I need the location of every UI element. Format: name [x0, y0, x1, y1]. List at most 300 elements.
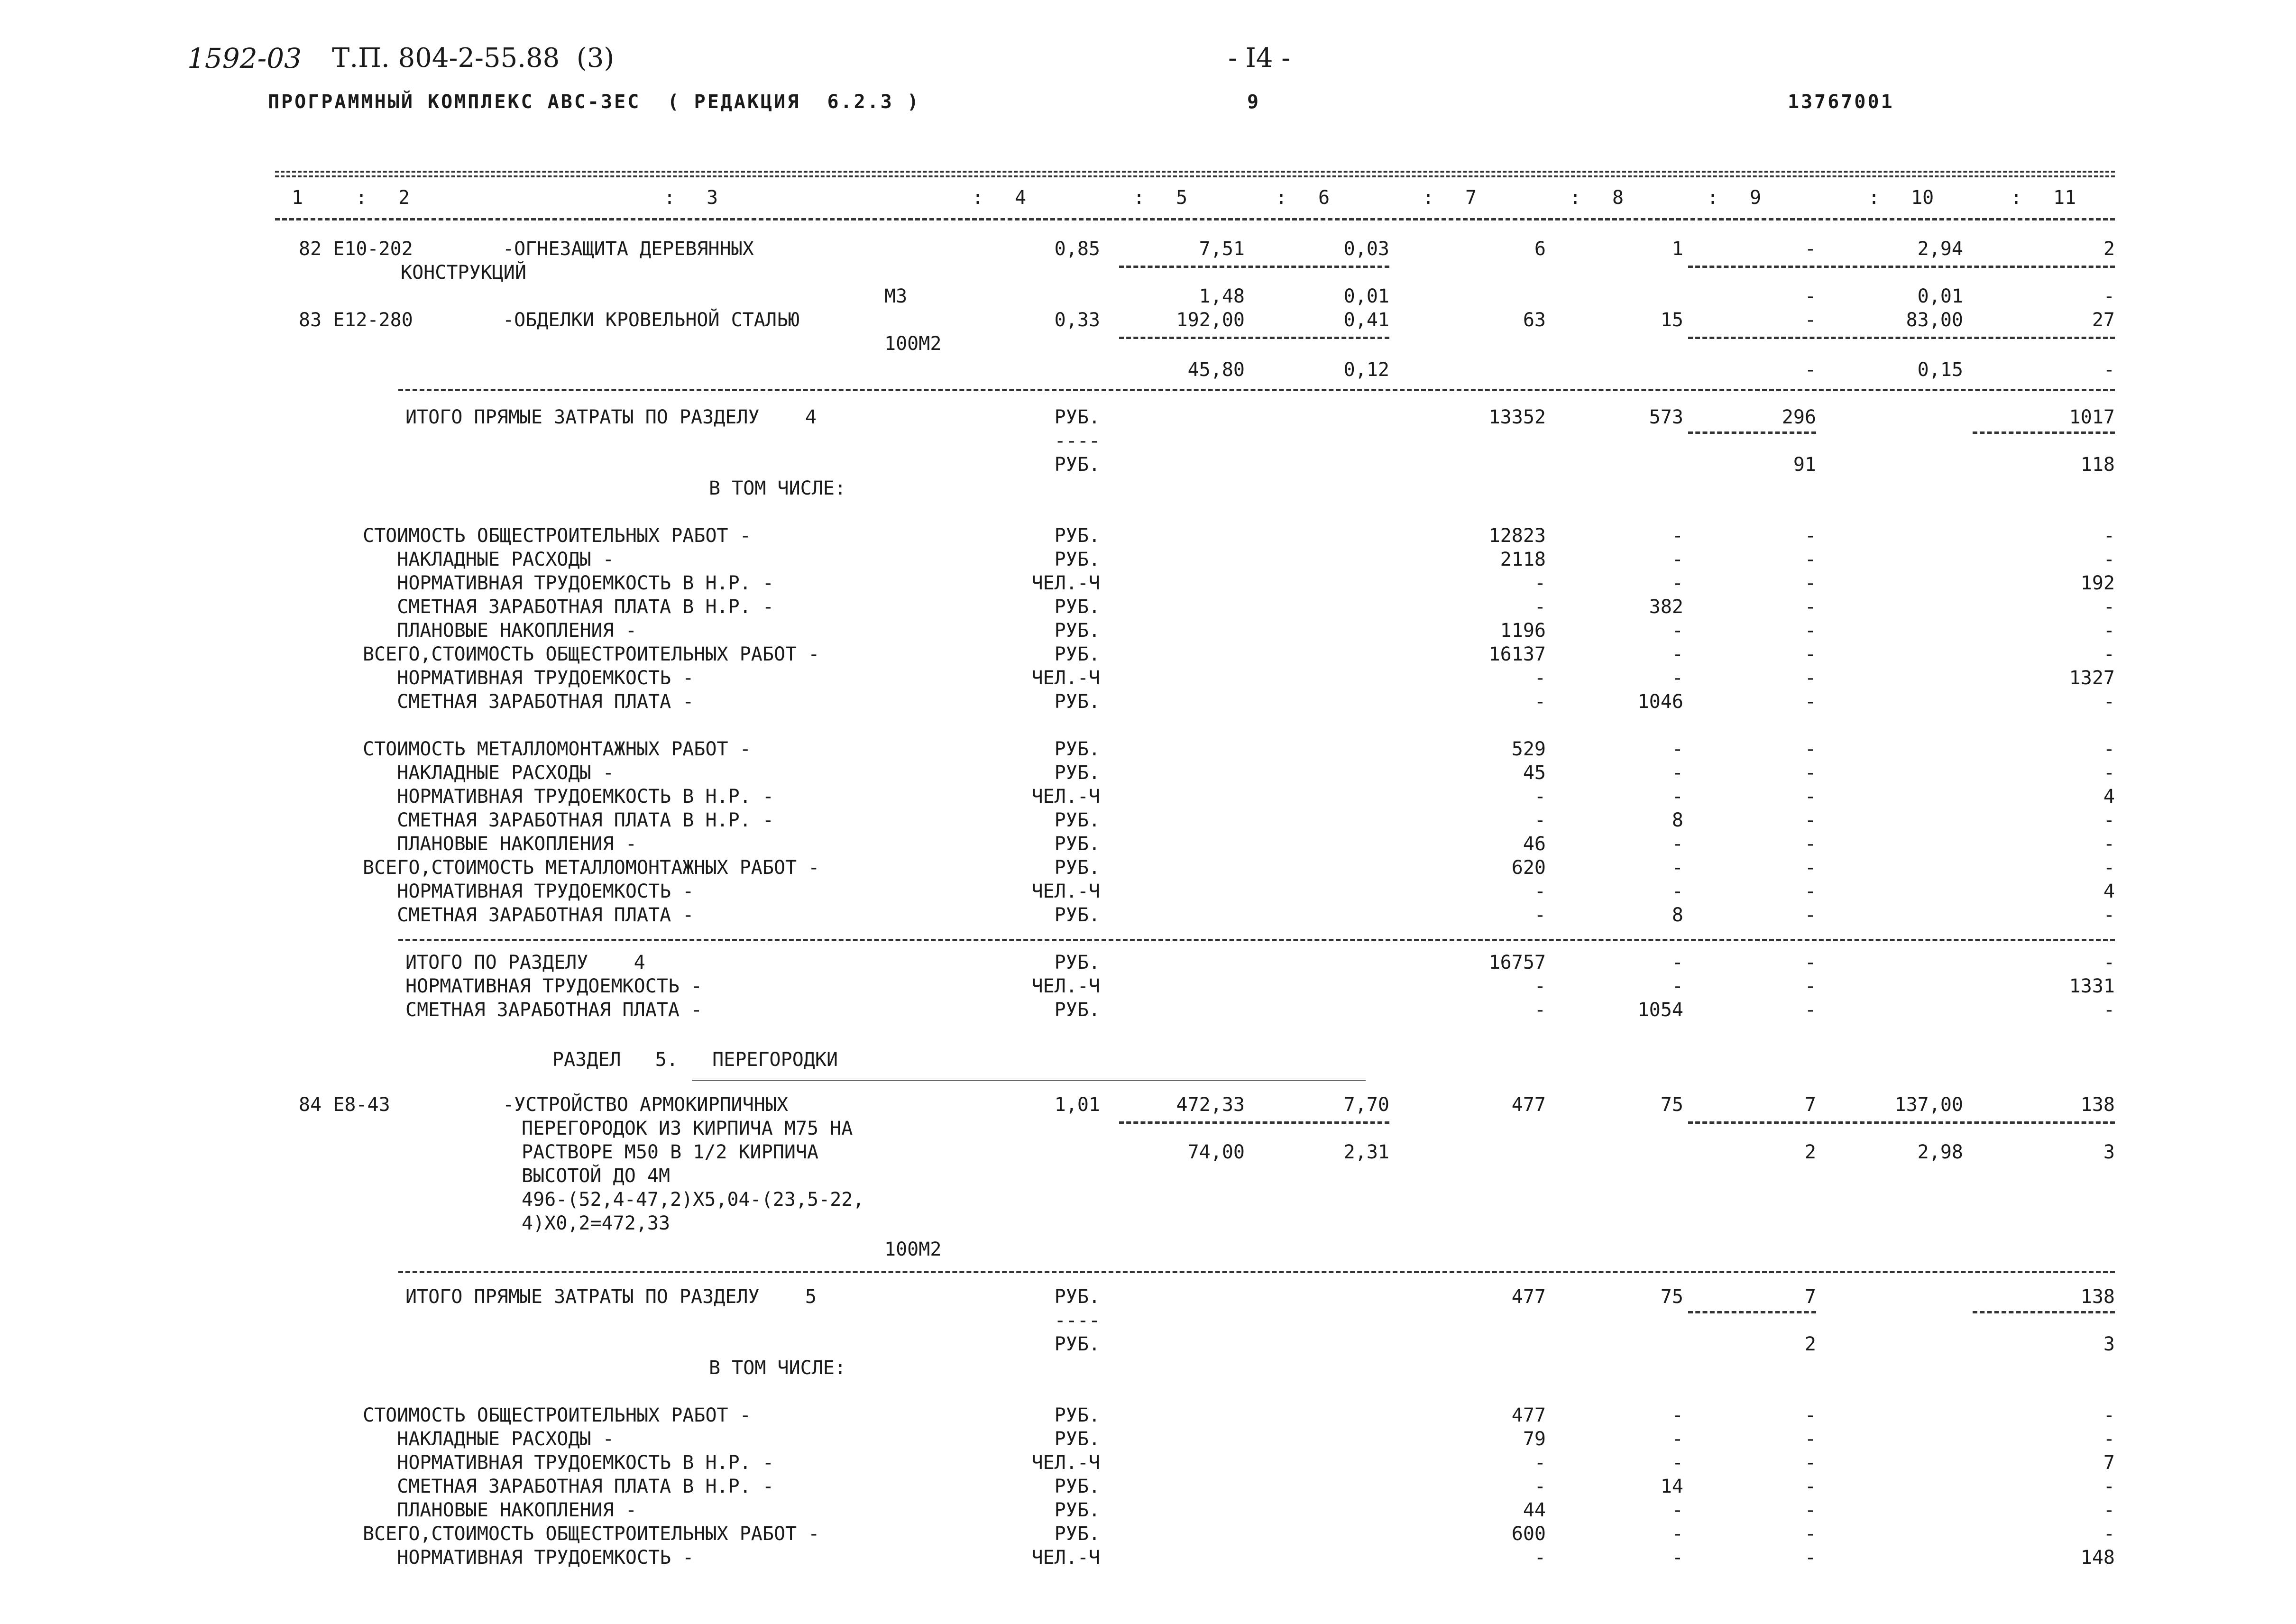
cell-col-4: РУБ.	[1054, 1404, 1100, 1426]
cell-col-8: -	[1671, 857, 1683, 879]
cell-col-11: -	[2103, 904, 2115, 926]
cell-col-8: -	[1671, 525, 1683, 547]
cell-col-4: РУБ.	[1054, 738, 1100, 760]
cell-col-11: -	[2103, 809, 2115, 831]
table-row	[0, 1140, 2296, 1164]
cell-col-3: НОРМАТИВНАЯ ТРУДОЕМКОСТЬ В Н.Р. -	[363, 1452, 774, 1474]
table-row	[0, 1238, 2296, 1261]
cell-col-8: 1	[1671, 238, 1683, 260]
cell-col-4: РУБ.	[1054, 643, 1100, 665]
cell-col-11: -	[2103, 999, 2115, 1021]
table-row	[0, 571, 2296, 595]
table-row	[0, 642, 2296, 666]
cell-col-7: -	[1534, 786, 1546, 807]
column-separator: :	[972, 187, 984, 209]
cell-col-8: -	[1671, 667, 1683, 689]
cell-col-3: ПЛАНОВЫЕ НАКОПЛЕНИЯ -	[363, 620, 637, 642]
table-row	[0, 1188, 2296, 1211]
table-row	[0, 856, 2296, 880]
cell-col-7: -	[1534, 975, 1546, 997]
column-number: 1	[292, 187, 303, 209]
cell-col-7: 44	[1523, 1499, 1546, 1521]
cell-col-9: 296	[1782, 406, 1816, 428]
cell-col-3: НОРМАТИВНАЯ ТРУДОЕМКОСТЬ В Н.Р. -	[363, 572, 774, 594]
column-separator: :	[1868, 187, 1880, 209]
cell-col-11: -	[2103, 525, 2115, 547]
cell-col-11: -	[2103, 1476, 2115, 1497]
cell-col-11: 148	[2080, 1547, 2115, 1569]
cell-col-8: 14	[1660, 1476, 1683, 1497]
program-line: ПРОГРАММНЫЙ КОМПЛЕКС АВС-3ЕС ( РЕДАКЦИЯ 6.2.3 )	[268, 91, 921, 113]
table-row	[0, 1522, 2296, 1546]
table-row	[0, 453, 2296, 477]
cell-col-4: РУБ.	[1054, 454, 1100, 476]
cell-col-3: 496-(52,4-47,2)Х5,04-(23,5-22,	[522, 1189, 864, 1211]
cell-col-11: 138	[2080, 1286, 2115, 1308]
cell-col-7: -	[1534, 572, 1546, 594]
table-row	[0, 832, 2296, 856]
cell-col-3: 100М2	[884, 333, 942, 355]
table-row	[0, 1404, 2296, 1427]
cell-col-3: М3	[884, 285, 908, 307]
cell-col-3: НАКЛАДНЫЕ РАСХОДЫ -	[363, 549, 614, 570]
cell-col-9: -	[1804, 975, 1816, 997]
cell-col-9: -	[1804, 738, 1816, 760]
cell-col-6: 0,12	[1343, 359, 1389, 381]
cell-col-8: 8	[1671, 809, 1683, 831]
cell-col-7: -	[1534, 596, 1546, 618]
table-row	[0, 1093, 2296, 1117]
cell-col-11: -	[2103, 549, 2115, 570]
cell-col-3: ВСЕГО,СТОИМОСТЬ ОБЩЕСТРОИТЕЛЬНЫХ РАБОТ -	[363, 643, 820, 665]
cell-col-4: ----	[1054, 430, 1100, 452]
cell-col-3: ВСЕГО,СТОИМОСТЬ ОБЩЕСТРОИТЕЛЬНЫХ РАБОТ -	[363, 1523, 820, 1545]
cell-col-11: -	[2103, 691, 2115, 713]
sheet-number: 9	[1247, 91, 1261, 113]
cell-col-3: 100М2	[884, 1239, 942, 1260]
cell-col-9: -	[1804, 1547, 1816, 1569]
cell-col-11: 2	[2103, 238, 2115, 260]
table-row	[0, 880, 2296, 903]
table-row	[0, 666, 2296, 690]
column-number: 9	[1750, 187, 1762, 209]
cell-col-9: -	[1804, 952, 1816, 973]
table-row	[0, 595, 2296, 619]
table-row	[0, 1475, 2296, 1498]
cell-col-8: 573	[1649, 406, 1683, 428]
table-row	[0, 690, 2296, 714]
cell-col-9: 2	[1804, 1333, 1816, 1355]
cell-col-11: -	[2103, 952, 2115, 973]
cell-col-9: -	[1804, 643, 1816, 665]
cell-col-9: 2	[1804, 1141, 1816, 1163]
column-separator: :	[356, 187, 367, 209]
cell-col-8: -	[1671, 738, 1683, 760]
cell-col-8: 15	[1660, 309, 1683, 331]
cell-col-1: 82 E10-202	[299, 238, 413, 260]
table-row	[0, 1356, 2296, 1380]
cell-col-3: НОРМАТИВНАЯ ТРУДОЕМКОСТЬ В Н.Р. -	[363, 786, 774, 807]
cell-col-11: -	[2103, 857, 2115, 879]
table-row	[0, 785, 2296, 808]
column-number: 6	[1318, 187, 1330, 209]
handwritten-code: 1592-03	[187, 42, 302, 74]
table-row	[0, 1164, 2296, 1188]
table-row	[0, 737, 2296, 761]
cell-col-6: 0,41	[1343, 309, 1389, 331]
column-separator: :	[1276, 187, 1287, 209]
table-row	[0, 1427, 2296, 1451]
cell-col-4: РУБ.	[1054, 809, 1100, 831]
cell-col-7: 477	[1511, 1094, 1546, 1116]
cell-col-9: -	[1804, 786, 1816, 807]
cell-col-7: 600	[1511, 1523, 1546, 1545]
cell-col-9: -	[1804, 857, 1816, 879]
cell-col-11: -	[2103, 762, 2115, 784]
cell-col-8: -	[1671, 952, 1683, 973]
table-row	[0, 308, 2296, 332]
cell-col-3: -ОГНЕЗАЩИТА ДЕРЕВЯННЫХ	[503, 238, 754, 260]
cell-col-9: 7	[1804, 1286, 1816, 1308]
cell-col-8: 382	[1649, 596, 1683, 618]
cell-col-3: В ТОМ ЧИСЛЕ:	[709, 477, 846, 499]
cell-col-8: -	[1671, 1452, 1683, 1474]
cell-col-3: СМЕТНАЯ ЗАРАБОТНАЯ ПЛАТА -	[363, 691, 694, 713]
cell-col-7: 16137	[1488, 643, 1546, 665]
cell-col-11: 1017	[2069, 406, 2115, 428]
cell-col-7: -	[1534, 999, 1546, 1021]
table-row	[0, 1332, 2296, 1356]
column-number: 7	[1465, 187, 1477, 209]
cell-col-4: 1,01	[1054, 1094, 1100, 1116]
section-rule	[398, 1271, 2115, 1273]
cell-col-7: 529	[1511, 738, 1546, 760]
cell-col-7: -	[1534, 691, 1546, 713]
column-number: 3	[707, 187, 718, 209]
cell-col-7: -	[1534, 904, 1546, 926]
cell-col-9: -	[1804, 285, 1816, 307]
cell-col-9: -	[1804, 1523, 1816, 1545]
cell-col-4: РУБ.	[1054, 549, 1100, 570]
cell-col-11: 27	[2092, 309, 2115, 331]
cell-col-3: ИТОГО ПРЯМЫЕ ЗАТРАТЫ ПО РАЗДЕЛУ 4	[405, 406, 817, 428]
cell-col-11: 1331	[2069, 975, 2115, 997]
table-row	[0, 951, 2296, 974]
cell-col-8: 75	[1660, 1286, 1683, 1308]
column-separator: :	[664, 187, 676, 209]
cell-col-9: -	[1804, 309, 1816, 331]
cell-col-5: 192,00	[1176, 309, 1245, 331]
cell-col-9: -	[1804, 596, 1816, 618]
cell-col-9: -	[1804, 1499, 1816, 1521]
cell-col-11: -	[2103, 285, 2115, 307]
cell-col-9: -	[1804, 1476, 1816, 1497]
cell-col-3: РАЗДЕЛ 5. ПЕРЕГОРОДКИ	[552, 1049, 838, 1071]
cell-col-3: НОРМАТИВНАЯ ТРУДОЕМКОСТЬ -	[405, 975, 703, 997]
cell-col-9: -	[1804, 1404, 1816, 1426]
cell-col-9: -	[1804, 359, 1816, 381]
cell-col-11: 1327	[2069, 667, 2115, 689]
cell-col-4: РУБ.	[1054, 1333, 1100, 1355]
header-rule	[275, 218, 2115, 220]
cell-col-9: -	[1804, 762, 1816, 784]
cell-col-5: 472,33	[1176, 1094, 1245, 1116]
cell-col-4: РУБ.	[1054, 952, 1100, 973]
cell-col-3: В ТОМ ЧИСЛЕ:	[709, 1357, 846, 1379]
table-row	[0, 619, 2296, 642]
cell-col-1: 84 E8-43	[299, 1094, 390, 1116]
column-number: 11	[2053, 187, 2076, 209]
cell-col-3: ИТОГО ПО РАЗДЕЛУ 4	[405, 952, 645, 973]
cell-col-8: 75	[1660, 1094, 1683, 1116]
cell-col-3: КОНСТРУКЦИЙ	[401, 262, 526, 284]
cell-col-4: РУБ.	[1054, 596, 1100, 618]
cell-col-8: -	[1671, 620, 1683, 642]
cell-col-7: -	[1534, 881, 1546, 902]
cell-col-3: СТОИМОСТЬ ОБЩЕСТРОИТЕЛЬНЫХ РАБОТ -	[363, 525, 751, 547]
column-separator: :	[2011, 187, 2022, 209]
cell-col-8: -	[1671, 762, 1683, 784]
section-rule	[398, 389, 2115, 391]
cell-col-7: 12823	[1488, 525, 1546, 547]
cell-col-7: 620	[1511, 857, 1546, 879]
cell-col-7: 6	[1534, 238, 1546, 260]
cell-col-9: 91	[1793, 454, 1816, 476]
column-number: 10	[1911, 187, 1934, 209]
cell-col-5: 1,48	[1199, 285, 1245, 307]
cell-col-4: РУБ.	[1054, 525, 1100, 547]
column-separator: :	[1570, 187, 1581, 209]
cell-col-4: ЧЕЛ.-Ч	[1031, 1452, 1100, 1474]
cell-col-9: 7	[1804, 1094, 1816, 1116]
cell-col-3: НОРМАТИВНАЯ ТРУДОЕМКОСТЬ -	[363, 667, 694, 689]
table-row	[0, 1048, 2296, 1072]
cell-col-11: -	[2103, 620, 2115, 642]
cell-col-9: -	[1804, 881, 1816, 902]
cell-col-3: ВСЕГО,СТОИМОСТЬ МЕТАЛЛОМОНТАЖНЫХ РАБОТ -	[363, 857, 820, 879]
table-row	[0, 332, 2296, 356]
cell-col-3: НОРМАТИВНАЯ ТРУДОЕМКОСТЬ -	[363, 881, 694, 902]
cell-col-9: -	[1804, 667, 1816, 689]
cell-col-11: 3	[2103, 1333, 2115, 1355]
table-row	[0, 761, 2296, 785]
cell-col-3: СМЕТНАЯ ЗАРАБОТНАЯ ПЛАТА В Н.Р. -	[363, 596, 774, 618]
cell-col-11: -	[2103, 833, 2115, 855]
cell-col-11: 3	[2103, 1141, 2115, 1163]
column-separator: :	[1133, 187, 1145, 209]
cell-col-11: -	[2103, 596, 2115, 618]
cell-col-4: ЧЕЛ.-Ч	[1031, 881, 1100, 902]
cell-col-4: РУБ.	[1054, 857, 1100, 879]
cell-col-8: -	[1671, 1523, 1683, 1545]
cell-col-7: -	[1534, 1452, 1546, 1474]
cell-col-4: РУБ.	[1054, 904, 1100, 926]
column-separator: :	[1423, 187, 1434, 209]
cell-col-8: -	[1671, 786, 1683, 807]
cell-col-11: -	[2103, 1523, 2115, 1545]
cell-col-7: 2118	[1500, 549, 1546, 570]
cell-col-3: СМЕТНАЯ ЗАРАБОТНАЯ ПЛАТА -	[405, 999, 703, 1021]
cell-col-5: 74,00	[1187, 1141, 1245, 1163]
table-row	[0, 1546, 2296, 1569]
cell-col-4: РУБ.	[1054, 1428, 1100, 1450]
table-row	[0, 261, 2296, 284]
table-row	[0, 405, 2296, 429]
cell-col-8: -	[1671, 1499, 1683, 1521]
top-rule	[275, 171, 2115, 177]
cell-col-8: -	[1671, 881, 1683, 902]
cell-col-10: 137,00	[1894, 1094, 1963, 1116]
cell-col-7: 477	[1511, 1286, 1546, 1308]
table-row	[0, 998, 2296, 1022]
cell-col-8: -	[1671, 1428, 1683, 1450]
cell-col-4: ЧЕЛ.-Ч	[1031, 1547, 1100, 1569]
cell-col-11: -	[2103, 359, 2115, 381]
table-row	[0, 1309, 2296, 1332]
cell-col-8: -	[1671, 1404, 1683, 1426]
cell-col-11: -	[2103, 643, 2115, 665]
cell-col-11: 138	[2080, 1094, 2115, 1116]
cell-col-9: -	[1804, 525, 1816, 547]
cell-col-8: 1046	[1637, 691, 1683, 713]
section-rule	[398, 939, 2115, 941]
table-row	[0, 1117, 2296, 1140]
column-number: 2	[398, 187, 410, 209]
cell-col-11: -	[2103, 1404, 2115, 1426]
cell-col-7: 13352	[1488, 406, 1546, 428]
cell-col-4: ЧЕЛ.-Ч	[1031, 975, 1100, 997]
doc-id: 13767001	[1788, 91, 1894, 113]
column-separator: :	[1707, 187, 1719, 209]
cell-col-10: 0,15	[1917, 359, 1963, 381]
cell-col-9: -	[1804, 691, 1816, 713]
cell-col-3: СМЕТНАЯ ЗАРАБОТНАЯ ПЛАТА В Н.Р. -	[363, 1476, 774, 1497]
cell-col-9: -	[1804, 1428, 1816, 1450]
cell-col-6: 0,03	[1343, 238, 1389, 260]
cell-col-8: -	[1671, 1547, 1683, 1569]
cell-col-4: ЧЕЛ.-Ч	[1031, 786, 1100, 807]
table-row	[0, 429, 2296, 453]
table-row	[0, 284, 2296, 308]
cell-col-3: ПЛАНОВЫЕ НАКОПЛЕНИЯ -	[363, 833, 637, 855]
cell-col-7: 45	[1523, 762, 1546, 784]
cell-col-4: РУБ.	[1054, 406, 1100, 428]
table-row	[0, 808, 2296, 832]
cell-col-4: ----	[1054, 1310, 1100, 1331]
cell-col-3: ПЛАНОВЫЕ НАКОПЛЕНИЯ -	[363, 1499, 637, 1521]
cell-col-4: РУБ.	[1054, 999, 1100, 1021]
cell-col-3: РАСТВОРЕ М50 В 1/2 КИРПИЧА	[522, 1141, 819, 1163]
table-row	[0, 974, 2296, 998]
cell-col-3: ПЕРЕГОРОДОК ИЗ КИРПИЧА М75 НА	[522, 1118, 853, 1139]
table-row	[0, 524, 2296, 548]
cell-col-7: -	[1534, 809, 1546, 831]
cell-col-8: 1054	[1637, 999, 1683, 1021]
cell-col-10: 2,94	[1917, 238, 1963, 260]
cell-col-1: 83 E12-280	[299, 309, 413, 331]
cell-col-8: -	[1671, 643, 1683, 665]
cell-col-3: ВЫСОТОЙ ДО 4М	[522, 1165, 670, 1187]
page-mark: - I4 -	[1228, 43, 1291, 73]
cell-col-3: СТОИМОСТЬ ОБЩЕСТРОИТЕЛЬНЫХ РАБОТ -	[363, 1404, 751, 1426]
column-number: 4	[1015, 187, 1027, 209]
cell-col-4: РУБ.	[1054, 1523, 1100, 1545]
cell-col-7: 46	[1523, 833, 1546, 855]
table-row	[0, 1451, 2296, 1475]
cell-col-11: -	[2103, 1499, 2115, 1521]
cell-col-4: ЧЕЛ.-Ч	[1031, 572, 1100, 594]
cell-col-3: 4)Х0,2=472,33	[522, 1212, 670, 1234]
cell-col-10: 0,01	[1917, 285, 1963, 307]
cell-col-11: -	[2103, 738, 2115, 760]
cell-col-7: 16757	[1488, 952, 1546, 973]
cell-col-4: РУБ.	[1054, 691, 1100, 713]
cell-col-6: 2,31	[1343, 1141, 1389, 1163]
cell-col-5: 45,80	[1187, 359, 1245, 381]
typed-code: Т.П. 804-2-55.88 (3)	[332, 43, 615, 73]
column-number: 8	[1612, 187, 1624, 209]
table-row	[0, 358, 2296, 382]
cell-col-4: РУБ.	[1054, 762, 1100, 784]
cell-col-9: -	[1804, 620, 1816, 642]
cell-col-9: -	[1804, 549, 1816, 570]
cell-col-8: -	[1671, 975, 1683, 997]
cell-col-3: ИТОГО ПРЯМЫЕ ЗАТРАТЫ ПО РАЗДЕЛУ 5	[405, 1286, 817, 1308]
cell-col-11: 192	[2080, 572, 2115, 594]
cell-col-6: 0,01	[1343, 285, 1389, 307]
cell-col-10: 83,00	[1906, 309, 1963, 331]
cell-col-7: -	[1534, 1547, 1546, 1569]
cell-col-3: -ОБДЕЛКИ КРОВЕЛЬНОЙ СТАЛЬЮ	[503, 309, 800, 331]
cell-col-8: -	[1671, 572, 1683, 594]
cell-col-8: -	[1671, 549, 1683, 570]
table-row	[0, 237, 2296, 261]
cell-col-9: -	[1804, 904, 1816, 926]
cell-col-9: -	[1804, 833, 1816, 855]
table-row	[0, 477, 2296, 500]
cell-col-3: СМЕТНАЯ ЗАРАБОТНАЯ ПЛАТА -	[363, 904, 694, 926]
cell-col-7: 477	[1511, 1404, 1546, 1426]
cell-col-8: -	[1671, 833, 1683, 855]
cell-col-9: -	[1804, 238, 1816, 260]
cell-col-7: -	[1534, 667, 1546, 689]
cell-col-5: 7,51	[1199, 238, 1245, 260]
cell-col-7: -	[1534, 1476, 1546, 1497]
cell-col-3: НОРМАТИВНАЯ ТРУДОЕМКОСТЬ -	[363, 1547, 694, 1569]
cell-col-4: РУБ.	[1054, 620, 1100, 642]
cell-col-9: -	[1804, 809, 1816, 831]
cell-col-4: РУБ.	[1054, 1286, 1100, 1308]
cell-col-11: 7	[2103, 1452, 2115, 1474]
cell-col-4: ЧЕЛ.-Ч	[1031, 667, 1100, 689]
section-underline	[692, 1079, 1366, 1081]
cell-col-3: СТОИМОСТЬ МЕТАЛЛОМОНТАЖНЫХ РАБОТ -	[363, 738, 751, 760]
cell-col-3: НАКЛАДНЫЕ РАСХОДЫ -	[363, 762, 614, 784]
cell-col-11: 4	[2103, 786, 2115, 807]
cell-col-7: 63	[1523, 309, 1546, 331]
cell-col-3: -УСТРОЙСТВО АРМОКИРПИЧНЫХ	[503, 1094, 789, 1116]
cell-col-4: РУБ.	[1054, 833, 1100, 855]
cell-col-9: -	[1804, 572, 1816, 594]
cell-col-6: 7,70	[1343, 1094, 1389, 1116]
cell-col-3: СМЕТНАЯ ЗАРАБОТНАЯ ПЛАТА В Н.Р. -	[363, 809, 774, 831]
cell-col-3: НАКЛАДНЫЕ РАСХОДЫ -	[363, 1428, 614, 1450]
table-row	[0, 548, 2296, 571]
cell-col-9: -	[1804, 1452, 1816, 1474]
cell-col-11: 4	[2103, 881, 2115, 902]
cell-col-7: 79	[1523, 1428, 1546, 1450]
cell-col-10: 2,98	[1917, 1141, 1963, 1163]
